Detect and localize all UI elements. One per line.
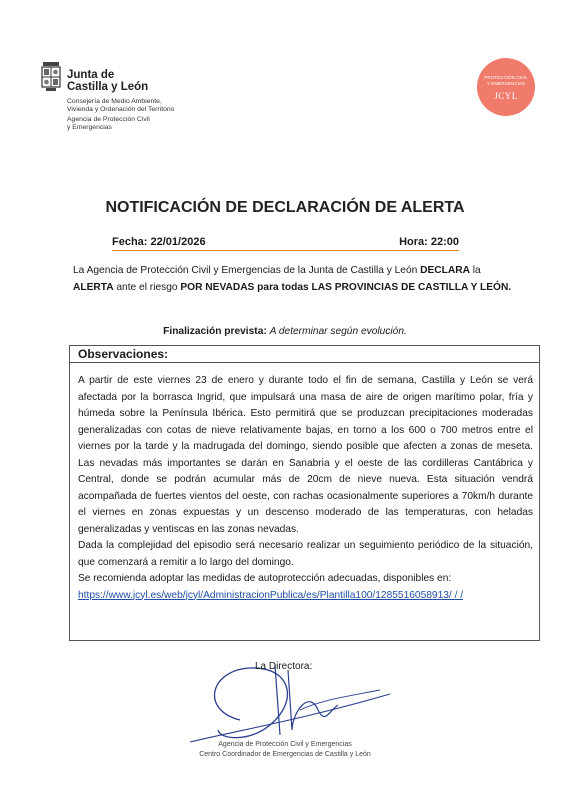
observaciones-paragraph-1: A partir de este viernes 23 de enero y durante todo el fin de semana, Castilla y León se verá afectada por la borrasca Ingrid, que impulsará una masa de aire de origen marítimo polar, fría y húmeda sobre la Península Ibérica. Esto permitirá que se produzcan precipitaciones moderadas generalizadas con cotas de nieve relativamente bajas, en torno a los 600 o 700 metros entre el viernes por la tarde y la madrugada del domingo, siendo posible que afecten a zonas de meseta. Las nevadas más importantes se darán en Sanabria y el oeste de las cordilleras Cantábrica y Central, donde se podrán acumular más de 20cm de nieve nueva. Esta situación vendrá acompañada de fuertes vientos del oeste, con rachas ocasionalmente superiores a 70km/h durante el viernes en zonas expuestas y un descenso moderado de las temperaturas, con heladas generalizadas y ventiscas en las zonas nevadas. [78,375,533,535]
observaciones-header [70,346,539,363]
observaciones-paragraph-3: Se recomienda adoptar las medidas de autoprotección adecuadas, disponibles en: [78,573,452,584]
intro-riesgo: POR NEVADAS para todas LAS PROVINCIAS DE CASTILLA Y LEÓN. [180,281,512,293]
observaciones-box [69,345,540,641]
badge-text [477,75,535,86]
autoproteccion-link[interactable]: https://www.jcyl.es/web/jcyl/AdministracionPublica/es/Plantilla100/1285516058913/ / / [78,589,464,601]
hora: Hora: 22:00 [399,236,459,248]
fecha: Fecha: 22/01/2026 [112,236,206,248]
final-value: A determinar según evolución. [269,326,407,337]
signature-org-line2: Centro Coordinador de Emergencias de Castilla y León [199,751,371,758]
date-line [112,236,459,251]
finalizacion-prevista [0,326,570,337]
badge-line1: PROTECCIÓN CIVIL [484,75,528,80]
intro-alerta: ALERTA [73,281,114,293]
agencia-line2: y Emergencias [67,123,112,131]
consejeria-line2: Vivienda y Ordenación del Territorio [67,105,175,113]
agencia-line1: Agencia de Protección Civil [67,116,150,123]
signature-label: La Directora: [255,661,313,672]
observaciones-paragraph-2: Dada la complejidad del episodio será necesario realizar un seguimiento periódico de la situación, que comenzará a remitir a lo largo del domingo. [78,540,533,568]
observaciones-heading: Observaciones: [78,347,169,361]
coat-of-arms-icon [40,60,62,92]
observaciones-body [78,373,533,604]
signature-org-line1: Agencia de Protección Civil y Emergencias [218,741,352,748]
badge-acronym: JCYL [494,91,518,101]
intro-declara: DECLARA [420,265,470,276]
intro-paragraph [73,263,513,296]
document-title: NOTIFICACIÓN DE DECLARACIÓN DE ALERTA [105,199,465,216]
org-name [67,69,148,93]
intro-text-2: la [469,265,481,276]
org-name-line1: Junta de [67,69,115,81]
badge-line2: Y EMERGENCIAS [486,80,526,86]
proteccion-civil-badge [477,58,535,116]
org-name-line2: Castilla y León [67,81,149,93]
agencia-name [67,116,150,131]
final-label: Finalización prevista: [163,326,267,337]
consejeria-name [67,98,174,113]
intro-text-1: La Agencia de Protección Civil y Emergencias de la Junta de Castilla y León [73,265,421,276]
intro-text-3: ante el riesgo [113,281,181,293]
consejeria-line1: Consejería de Medio Ambiente, [67,98,162,105]
